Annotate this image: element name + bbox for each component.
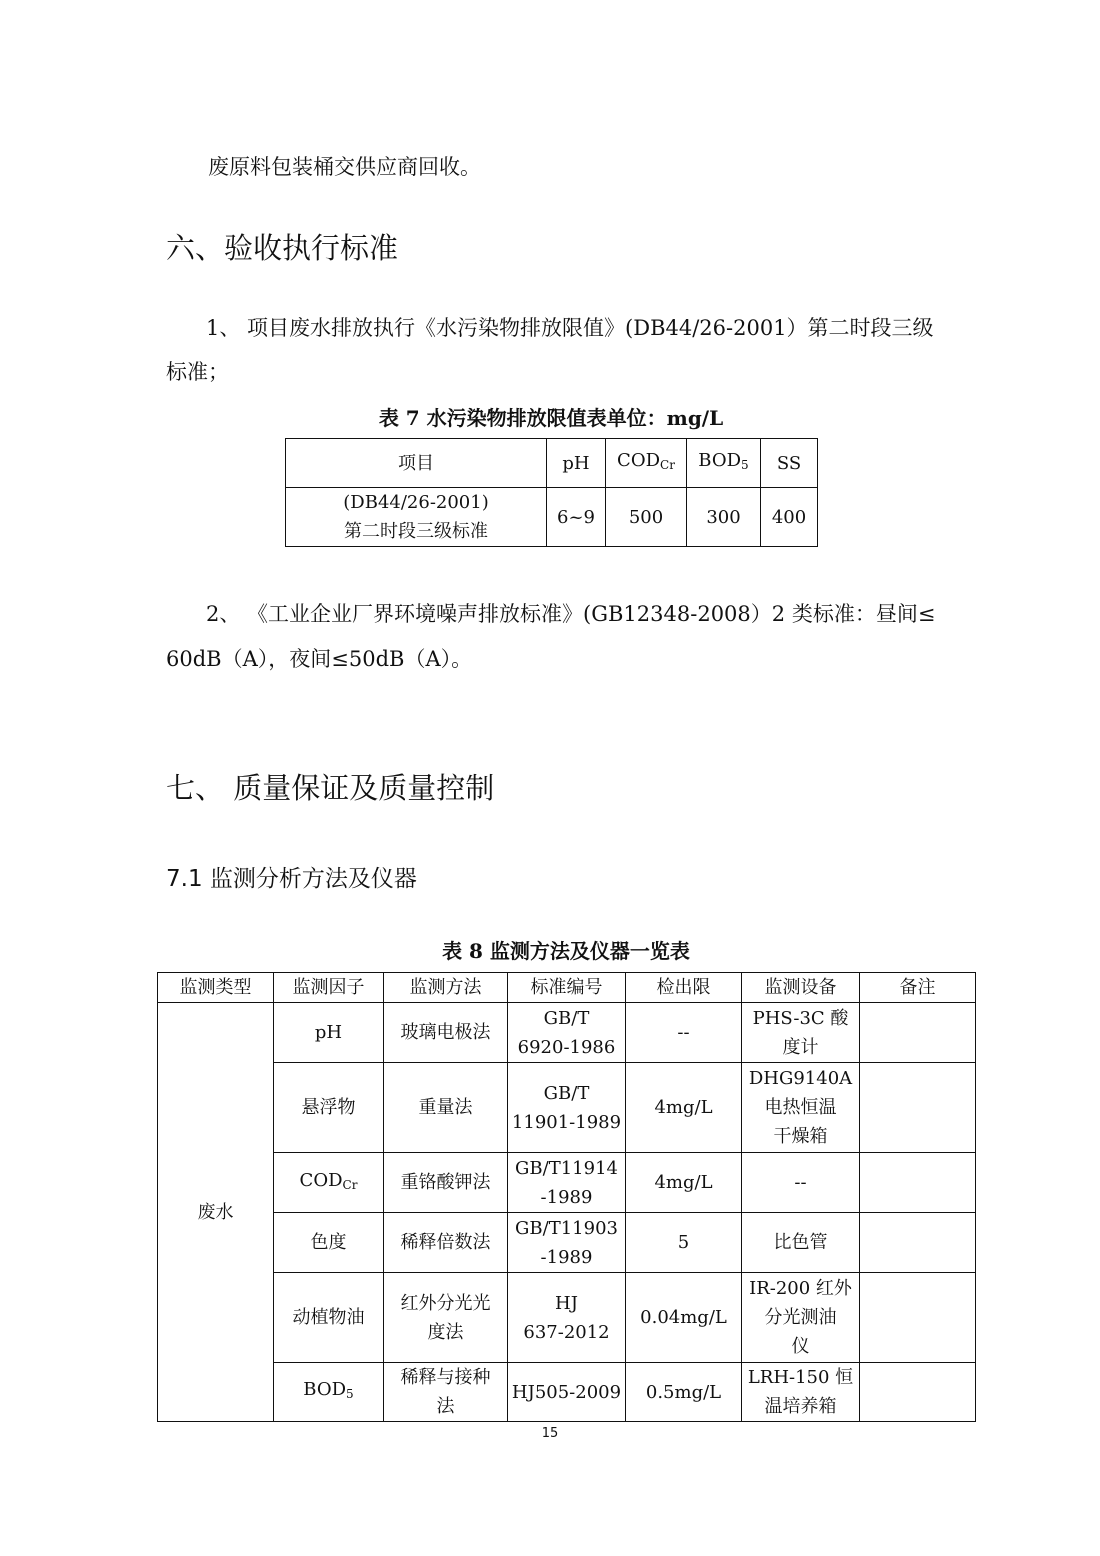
table7-ph-value: 6~9 xyxy=(547,488,606,547)
table8-header-note: 备注 xyxy=(860,973,976,1003)
table8-note xyxy=(860,1003,976,1063)
table8-header-factor: 监测因子 xyxy=(274,973,384,1003)
table8-standard: GB/T 6920-1986 xyxy=(508,1003,626,1063)
table8-standard: HJ505-2009 xyxy=(508,1363,626,1422)
table8-note xyxy=(860,1063,976,1153)
table8-factor: 色度 xyxy=(274,1213,384,1273)
table8-header-standard: 标准编号 xyxy=(508,973,626,1003)
table8-equipment: LRH-150 恒 温培养箱 xyxy=(742,1363,860,1422)
table8-note xyxy=(860,1153,976,1213)
table7-caption: 表 7 水污染物排放限值表单位：mg/L xyxy=(378,406,724,430)
table8-limit: 0.04mg/L xyxy=(626,1273,742,1363)
table8-factor: $BOD_5$ xyxy=(274,1363,384,1422)
table8-method: 红外分光光 度法 xyxy=(384,1273,508,1363)
section6-item2-line2: 60dB（A），夜间≤50dB（A）。 xyxy=(166,647,473,671)
table8-limit: 4mg/L xyxy=(626,1063,742,1153)
table7-header-ph: pH xyxy=(547,439,606,488)
table7-bod-value: 300 xyxy=(687,488,761,547)
section6-item2-line1: 2、 《工业企业厂界环境噪声排放标准》(GB12348-2008）2 类标准：昼间≤ xyxy=(206,602,936,626)
table8-method: 稀释与接种 法 xyxy=(384,1363,508,1422)
table8-equipment: -- xyxy=(742,1153,860,1213)
table8-standard: GB/T11903 -1989 xyxy=(508,1213,626,1273)
table8-row xyxy=(158,1213,976,1273)
table8-method: 重量法 xyxy=(384,1063,508,1153)
table8-category: 废水 xyxy=(158,1003,274,1422)
table8-row xyxy=(158,1063,976,1153)
table7-row xyxy=(286,488,818,547)
table8-limit: 4mg/L xyxy=(626,1153,742,1213)
section6-item1-line2: 标准； xyxy=(166,360,229,384)
table7-header-ss: SS xyxy=(761,439,818,488)
table8-factor: 动植物油 xyxy=(274,1273,384,1363)
table7-header-bod: $BOD_5$ xyxy=(687,439,761,488)
table7-header-cod: $COD_{Cr}$ xyxy=(606,439,687,488)
table8-limit: 0.5mg/L xyxy=(626,1363,742,1422)
table8-equipment: IR-200 红外 分光测油 仪 xyxy=(742,1273,860,1363)
table8-limit: 5 xyxy=(626,1213,742,1273)
table8-standard: HJ 637-2012 xyxy=(508,1273,626,1363)
table8-row xyxy=(158,1003,976,1063)
table8 xyxy=(157,972,976,1422)
table7-header-row xyxy=(286,439,818,488)
table8-header-row xyxy=(158,973,976,1003)
table8-header-limit: 检出限 xyxy=(626,973,742,1003)
table7-header-item: 项目 xyxy=(286,439,547,488)
table8-row xyxy=(158,1153,976,1213)
table8-caption: 表 8 监测方法及仪器一览表 xyxy=(442,939,690,963)
table8-note xyxy=(860,1363,976,1422)
table8-equipment: DHG9140A 电热恒温 干燥箱 xyxy=(742,1063,860,1153)
table7-standard: (DB44/26-2001) 第二时段三级标准 xyxy=(286,488,547,547)
table8-standard: GB/T11914 -1989 xyxy=(508,1153,626,1213)
table8-method: 稀释倍数法 xyxy=(384,1213,508,1273)
table8-standard: GB/T 11901-1989 xyxy=(508,1063,626,1153)
table8-note xyxy=(860,1273,976,1363)
section6-item1-line1: 1、 项目废水排放执行《水污染物排放限值》(DB44/26-2001）第二时段三级 xyxy=(206,316,934,340)
table8-header-type: 监测类型 xyxy=(158,973,274,1003)
table8-row xyxy=(158,1363,976,1422)
table8-equipment: 比色管 xyxy=(742,1213,860,1273)
table8-limit: -- xyxy=(626,1003,742,1063)
table7-cod-value: 500 xyxy=(606,488,687,547)
section7-subheading: 7.1 监测分析方法及仪器 xyxy=(166,866,417,892)
table8-header-method: 监测方法 xyxy=(384,973,508,1003)
table8-equipment: PHS-3C 酸 度计 xyxy=(742,1003,860,1063)
table8-note xyxy=(860,1213,976,1273)
table8-factor: 悬浮物 xyxy=(274,1063,384,1153)
section7-heading: 七、 质量保证及质量控制 xyxy=(166,771,495,805)
table8-row xyxy=(158,1273,976,1363)
table8-method: 玻璃电极法 xyxy=(384,1003,508,1063)
intro-paragraph: 废原料包装桶交供应商回收。 xyxy=(208,155,481,179)
table8-factor: $COD_{Cr}$ xyxy=(274,1153,384,1213)
table7 xyxy=(285,438,818,547)
table7-ss-value: 400 xyxy=(761,488,818,547)
page-number: 15 xyxy=(541,1426,559,1441)
table8-header-equipment: 监测设备 xyxy=(742,973,860,1003)
table8-factor: pH xyxy=(274,1003,384,1063)
section6-heading: 六、验收执行标准 xyxy=(166,231,399,265)
table8-method: 重铬酸钾法 xyxy=(384,1153,508,1213)
